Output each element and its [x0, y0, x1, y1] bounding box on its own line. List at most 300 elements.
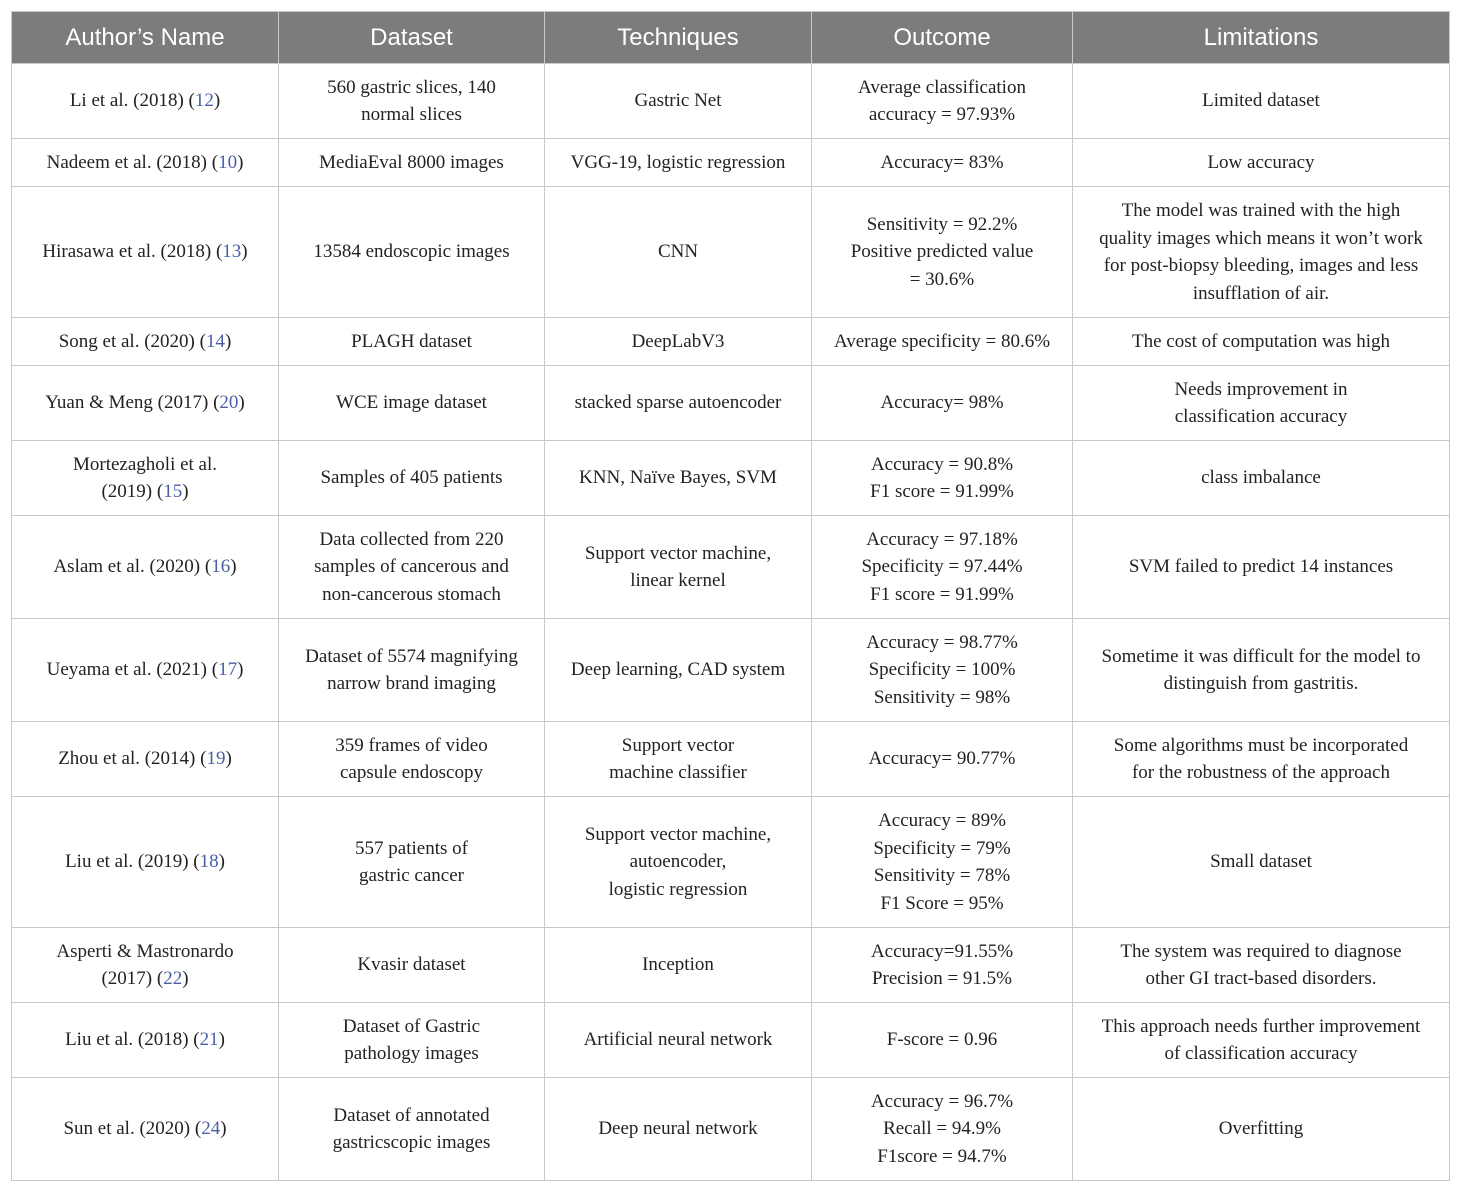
header-dataset: Dataset: [279, 12, 545, 64]
outcome-text: Sensitivity = 98%: [873, 686, 1011, 708]
author-tail: ): [218, 1029, 225, 1051]
cell-dataset: [279, 1078, 545, 1181]
cell-dataset: [279, 64, 545, 139]
dataset-text: Dataset of annotated: [333, 1104, 490, 1126]
limitations-line: [1087, 938, 1435, 966]
techniques-line: [559, 656, 797, 684]
limitations-line: [1087, 732, 1435, 760]
author-tail: ): [238, 392, 245, 414]
outcome-text: Sensitivity = 78%: [873, 865, 1011, 886]
cell-techniques: [545, 366, 812, 441]
cell-author: [12, 318, 279, 366]
limitations-line: [1087, 197, 1435, 225]
techniques-line: [559, 149, 797, 177]
techniques-text: Support vector machine,: [584, 823, 772, 845]
dataset-text: Kvasir dataset: [357, 954, 466, 976]
cell-limitations: [1073, 797, 1450, 928]
table-row: [12, 139, 1450, 187]
techniques-line: [559, 389, 797, 417]
limitations-line: [1087, 328, 1435, 356]
cell-limitations: [1073, 441, 1450, 516]
author-line: [26, 553, 264, 581]
outcome-line: [826, 74, 1058, 102]
limitations-line: [1087, 1040, 1435, 1068]
author-line: [26, 451, 264, 479]
dataset-text: samples of cancerous and: [314, 556, 509, 578]
techniques-line: [559, 1115, 797, 1143]
cell-outcome: [812, 797, 1073, 928]
author-tail: ): [182, 481, 189, 502]
techniques-text: CNN: [657, 241, 699, 263]
outcome-line: [826, 835, 1058, 863]
dataset-line: [293, 732, 530, 760]
outcome-line: [826, 328, 1058, 356]
cell-dataset: [279, 722, 545, 797]
author-tail: ): [237, 659, 244, 681]
cell-techniques: [545, 797, 812, 928]
techniques-line: [559, 951, 797, 979]
cell-limitations: [1073, 928, 1450, 1003]
cell-techniques: [545, 318, 812, 366]
cell-dataset: [279, 619, 545, 722]
limitations-text: for post-biopsy bleeding, images and less: [1103, 255, 1419, 276]
author-text: Zhou et al. (2014) (: [58, 748, 207, 770]
limitations-text: classification accuracy: [1174, 406, 1348, 427]
outcome-text: Recall = 94.9%: [883, 1118, 1001, 1140]
cell-techniques: [545, 441, 812, 516]
techniques-line: [559, 238, 797, 266]
outcome-line: [826, 1143, 1058, 1171]
dataset-line: [293, 389, 530, 417]
dataset-line: [293, 1102, 530, 1130]
dataset-text: Dataset of 5574 magnifying: [305, 645, 518, 667]
limitations-text: Limited dataset: [1202, 90, 1320, 112]
dataset-text: narrow brand imaging: [327, 673, 496, 694]
dataset-text: gastricscopic images: [332, 1132, 491, 1153]
author-line: [26, 389, 264, 417]
outcome-line: [826, 1026, 1058, 1054]
dataset-text: Data collected from 220: [319, 528, 504, 550]
header-outcome: Outcome: [812, 12, 1073, 64]
reference-link[interactable]: 10: [218, 151, 238, 173]
limitations-text: This approach needs further improvement: [1101, 1015, 1421, 1037]
limitations-text: The system was required to diagnose: [1120, 940, 1402, 962]
limitations-text: insufflation of air.: [1192, 282, 1330, 304]
cell-author: [12, 928, 279, 1003]
outcome-text: F1 score = 91.99%: [870, 481, 1014, 502]
header-author: Author’s Name: [12, 12, 279, 64]
dataset-text: non-cancerous stomach: [322, 583, 501, 605]
author-text: Yuan & Meng (2017) (: [45, 392, 220, 414]
limitations-text: Small dataset: [1210, 851, 1312, 873]
literature-table: [11, 11, 1450, 1181]
outcome-text: Average classification: [858, 76, 1026, 98]
limitations-text: Sometime it was difficult for the model to: [1101, 645, 1421, 667]
techniques-line: [559, 732, 797, 760]
table-row: [12, 619, 1450, 722]
dataset-text: Samples of 405 patients: [320, 467, 503, 489]
techniques-text: Gastric Net: [634, 90, 722, 112]
author-line: [26, 328, 264, 356]
cell-author: [12, 797, 279, 928]
reference-link[interactable]: 12: [194, 90, 214, 112]
author-text: Mortezagholi et al.: [72, 453, 218, 475]
dataset-line: [293, 951, 530, 979]
cell-dataset: [279, 441, 545, 516]
limitations-text: of classification accuracy: [1164, 1043, 1358, 1064]
outcome-text: Sensitivity = 92.2%: [866, 213, 1018, 235]
limitations-line: [1087, 643, 1435, 671]
techniques-line: [559, 821, 797, 849]
author-line: [26, 938, 264, 966]
dataset-text: 557 patients of: [355, 837, 468, 859]
author-text: Liu et al. (2019) (: [65, 851, 200, 873]
limitations-text: Low accuracy: [1207, 151, 1315, 173]
techniques-text: Deep learning, CAD system: [570, 659, 786, 681]
author-tail: ): [237, 151, 244, 173]
outcome-text: F1 score = 91.99%: [870, 583, 1014, 605]
dataset-line: [293, 464, 530, 492]
cell-dataset: [279, 928, 545, 1003]
techniques-text: Support vector machine,: [584, 542, 772, 564]
cell-dataset: [279, 797, 545, 928]
cell-dataset: [279, 187, 545, 318]
limitations-text: Some algorithms must be incorporated: [1113, 734, 1409, 756]
techniques-text: linear kernel: [630, 570, 726, 591]
outcome-line: [826, 965, 1058, 993]
cell-dataset: [279, 366, 545, 441]
outcome-text: accuracy = 97.93%: [868, 104, 1016, 125]
author-line: [26, 656, 264, 684]
limitations-text: class imbalance: [1201, 467, 1321, 489]
outcome-line: [826, 629, 1058, 657]
dataset-line: [293, 1040, 530, 1068]
author-line: [26, 965, 264, 993]
reference-link[interactable]: 24: [201, 1118, 221, 1140]
cell-techniques: [545, 516, 812, 619]
techniques-text: autoencoder,: [629, 851, 727, 873]
dataset-text: gastric cancer: [359, 865, 464, 886]
limitations-text: Needs improvement in: [1174, 378, 1348, 400]
reference-link[interactable]: 18: [199, 851, 219, 873]
table-row: [12, 366, 1450, 441]
outcome-line: [826, 478, 1058, 506]
cell-outcome: [812, 441, 1073, 516]
cell-author: [12, 64, 279, 139]
reference-link[interactable]: 20: [219, 392, 239, 414]
cell-techniques: [545, 1003, 812, 1078]
reference-link[interactable]: 15: [163, 481, 183, 502]
outcome-line: [826, 581, 1058, 609]
outcome-line: [826, 149, 1058, 177]
author-tail: ): [218, 851, 225, 873]
dataset-line: [293, 670, 530, 698]
cell-author: [12, 619, 279, 722]
techniques-text: Inception: [642, 954, 714, 976]
cell-outcome: [812, 318, 1073, 366]
reference-link[interactable]: 16: [211, 556, 231, 578]
outcome-line: [826, 1088, 1058, 1116]
dataset-line: [293, 149, 530, 177]
author-text: Nadeem et al. (2018) (: [46, 151, 219, 173]
cell-limitations: [1073, 1078, 1450, 1181]
cell-techniques: [545, 619, 812, 722]
author-line: [26, 1115, 264, 1143]
cell-limitations: [1073, 318, 1450, 366]
techniques-line: [559, 87, 797, 115]
techniques-text: Deep neural network: [598, 1118, 758, 1140]
limitations-line: [1087, 464, 1435, 492]
cell-dataset: [279, 516, 545, 619]
dataset-line: [293, 643, 530, 671]
dataset-line: [293, 862, 530, 890]
cell-outcome: [812, 722, 1073, 797]
limitations-text: other GI tract-based disorders.: [1145, 968, 1377, 989]
limitations-line: [1087, 87, 1435, 115]
reference-link[interactable]: 17: [218, 659, 238, 681]
cell-limitations: [1073, 187, 1450, 318]
outcome-line: [826, 101, 1058, 129]
header-limitations: Limitations: [1073, 12, 1450, 64]
techniques-line: [559, 328, 797, 356]
limitations-line: [1087, 759, 1435, 787]
author-line: [26, 149, 264, 177]
outcome-line: [826, 553, 1058, 581]
cell-dataset: [279, 1003, 545, 1078]
limitations-line: [1087, 670, 1435, 698]
author-text: Song et al. (2020) (: [58, 330, 206, 352]
dataset-text: capsule endoscopy: [340, 762, 483, 783]
dataset-line: [293, 238, 530, 266]
outcome-line: [826, 238, 1058, 266]
limitations-text: for the robustness of the approach: [1131, 762, 1390, 783]
outcome-text: Average specificity = 80.6%: [833, 330, 1051, 352]
cell-author: [12, 366, 279, 441]
cell-outcome: [812, 928, 1073, 1003]
table-row: [12, 722, 1450, 797]
techniques-line: [559, 540, 797, 568]
outcome-text: Accuracy = 96.7%: [870, 1090, 1014, 1112]
reference-link[interactable]: 21: [199, 1029, 219, 1051]
dataset-line: [293, 835, 530, 863]
author-text: Ueyama et al. (2021) (: [46, 659, 219, 681]
dataset-line: [293, 1013, 530, 1041]
limitations-text: The model was trained with the high: [1121, 200, 1401, 221]
outcome-line: [826, 656, 1058, 684]
cell-outcome: [812, 366, 1073, 441]
table-row: [12, 64, 1450, 139]
cell-limitations: [1073, 139, 1450, 187]
dataset-line: [293, 74, 530, 102]
cell-techniques: [545, 187, 812, 318]
outcome-text: Precision = 91.5%: [871, 968, 1012, 989]
author-line: [26, 87, 264, 115]
cell-author: [12, 722, 279, 797]
dataset-text: WCE image dataset: [336, 392, 487, 414]
author-tail: ): [213, 90, 221, 112]
dataset-text: Dataset of Gastric: [342, 1015, 481, 1037]
table-row: [12, 928, 1450, 1003]
outcome-text: Accuracy = 97.18%: [866, 528, 1018, 550]
dataset-text: MediaEval 8000 images: [319, 151, 504, 173]
cell-outcome: [812, 1003, 1073, 1078]
cell-outcome: [812, 1078, 1073, 1181]
limitations-text: The cost of computation was high: [1131, 330, 1391, 352]
limitations-line: [1087, 1115, 1435, 1143]
outcome-line: [826, 807, 1058, 835]
dataset-text: 13584 endoscopic images: [313, 241, 510, 263]
author-text: Liu et al. (2018) (: [65, 1029, 200, 1051]
cell-outcome: [812, 64, 1073, 139]
author-tail: ): [230, 556, 237, 578]
techniques-line: [559, 759, 797, 787]
cell-limitations: [1073, 64, 1450, 139]
limitations-line: [1087, 403, 1435, 431]
limitations-line: [1087, 848, 1435, 876]
outcome-text: F-score = 0.96: [886, 1029, 998, 1051]
dataset-line: [293, 1129, 530, 1157]
outcome-text: Positive predicted value: [850, 241, 1034, 263]
cell-author: [12, 187, 279, 318]
author-text: Asperti & Mastronardo: [56, 940, 234, 962]
outcome-line: [826, 684, 1058, 712]
limitations-text: SVM failed to predict 14 instances: [1128, 556, 1394, 578]
outcome-line: [826, 389, 1058, 417]
cell-outcome: [812, 139, 1073, 187]
author-line: [26, 238, 264, 266]
author-line: [26, 478, 264, 506]
cell-limitations: [1073, 722, 1450, 797]
dataset-line: [293, 759, 530, 787]
dataset-line: [293, 526, 530, 554]
outcome-line: [826, 451, 1058, 479]
dataset-text: 560 gastric slices, 140: [327, 76, 496, 98]
techniques-text: VGG-19, logistic regression: [570, 151, 786, 173]
reference-link[interactable]: 19: [206, 748, 226, 770]
cell-limitations: [1073, 366, 1450, 441]
outcome-text: Accuracy= 90.77%: [868, 748, 1016, 770]
limitations-line: [1087, 252, 1435, 280]
cell-dataset: [279, 139, 545, 187]
outcome-text: = 30.6%: [909, 268, 975, 290]
cell-limitations: [1073, 619, 1450, 722]
cell-limitations: [1073, 516, 1450, 619]
outcome-text: Accuracy= 83%: [880, 151, 1004, 173]
cell-techniques: [545, 64, 812, 139]
outcome-text: Accuracy= 98%: [880, 392, 1004, 414]
outcome-line: [826, 526, 1058, 554]
author-line: [26, 1026, 264, 1054]
techniques-text: Artificial neural network: [583, 1029, 773, 1051]
limitations-text: quality images which means it won’t work: [1099, 227, 1423, 249]
outcome-text: Specificity = 97.44%: [861, 556, 1023, 578]
techniques-line: [559, 876, 797, 904]
techniques-text: Support vector: [621, 734, 735, 756]
cell-limitations: [1073, 1003, 1450, 1078]
author-line: [26, 745, 264, 773]
outcome-text: Accuracy = 98.77%: [866, 631, 1018, 653]
table-body: [12, 64, 1450, 1181]
limitations-line: [1087, 149, 1435, 177]
dataset-line: [293, 553, 530, 581]
outcome-line: [826, 1115, 1058, 1143]
techniques-text: KNN, Naïve Bayes, SVM: [579, 467, 777, 489]
cell-author: [12, 139, 279, 187]
outcome-line: [826, 890, 1058, 918]
author-tail: ): [224, 330, 232, 352]
dataset-line: [293, 328, 530, 356]
outcome-text: Accuracy = 90.8%: [870, 453, 1014, 475]
dataset-line: [293, 581, 530, 609]
outcome-text: Specificity = 79%: [873, 837, 1011, 859]
table-row: [12, 1003, 1450, 1078]
cell-techniques: [545, 139, 812, 187]
outcome-text: Accuracy = 89%: [878, 810, 1006, 831]
cell-techniques: [545, 722, 812, 797]
outcome-line: [826, 862, 1058, 890]
dataset-text: PLAGH dataset: [351, 330, 472, 352]
cell-outcome: [812, 187, 1073, 318]
table-row: [12, 318, 1450, 366]
reference-link[interactable]: 13: [222, 241, 242, 263]
cell-outcome: [812, 619, 1073, 722]
cell-techniques: [545, 928, 812, 1003]
author-text: (2019) (: [101, 481, 164, 502]
reference-link[interactable]: 14: [205, 330, 225, 352]
author-tail: ): [241, 241, 248, 263]
limitations-text: Overfitting: [1218, 1118, 1304, 1140]
limitations-line: [1087, 225, 1435, 253]
limitations-line: [1087, 965, 1435, 993]
dataset-text: normal slices: [361, 104, 462, 125]
outcome-line: [826, 938, 1058, 966]
author-line: [26, 848, 264, 876]
cell-outcome: [812, 516, 1073, 619]
cell-techniques: [545, 1078, 812, 1181]
techniques-line: [559, 567, 797, 595]
dataset-text: 359 frames of video: [335, 734, 488, 756]
table-row: [12, 187, 1450, 318]
author-tail: ): [220, 1118, 227, 1140]
cell-dataset: [279, 318, 545, 366]
author-text: Hirasawa et al. (2018) (: [42, 241, 223, 263]
limitations-line: [1087, 1013, 1435, 1041]
cell-author: [12, 441, 279, 516]
dataset-line: [293, 101, 530, 129]
techniques-text: machine classifier: [609, 762, 747, 783]
techniques-text: stacked sparse autoencoder: [574, 392, 782, 414]
techniques-line: [559, 848, 797, 876]
dataset-text: pathology images: [344, 1043, 479, 1064]
author-tail: ): [225, 748, 232, 770]
header-row: [12, 12, 1450, 64]
outcome-text: Accuracy=91.55%: [870, 940, 1014, 962]
techniques-text: logistic regression: [608, 878, 748, 900]
outcome-line: [826, 745, 1058, 773]
author-text: Li et al. (2018) (: [69, 90, 195, 112]
reference-link[interactable]: 22: [163, 968, 183, 989]
outcome-text: Specificity = 100%: [868, 659, 1016, 681]
author-text: Aslam et al. (2020) (: [53, 556, 212, 578]
cell-author: [12, 1003, 279, 1078]
author-tail: ): [182, 968, 189, 989]
techniques-line: [559, 464, 797, 492]
cell-author: [12, 516, 279, 619]
outcome-text: F1 Score = 95%: [880, 892, 1004, 914]
table-row: [12, 441, 1450, 516]
outcome-text: F1score = 94.7%: [877, 1145, 1007, 1167]
techniques-text: DeepLabV3: [631, 330, 725, 352]
